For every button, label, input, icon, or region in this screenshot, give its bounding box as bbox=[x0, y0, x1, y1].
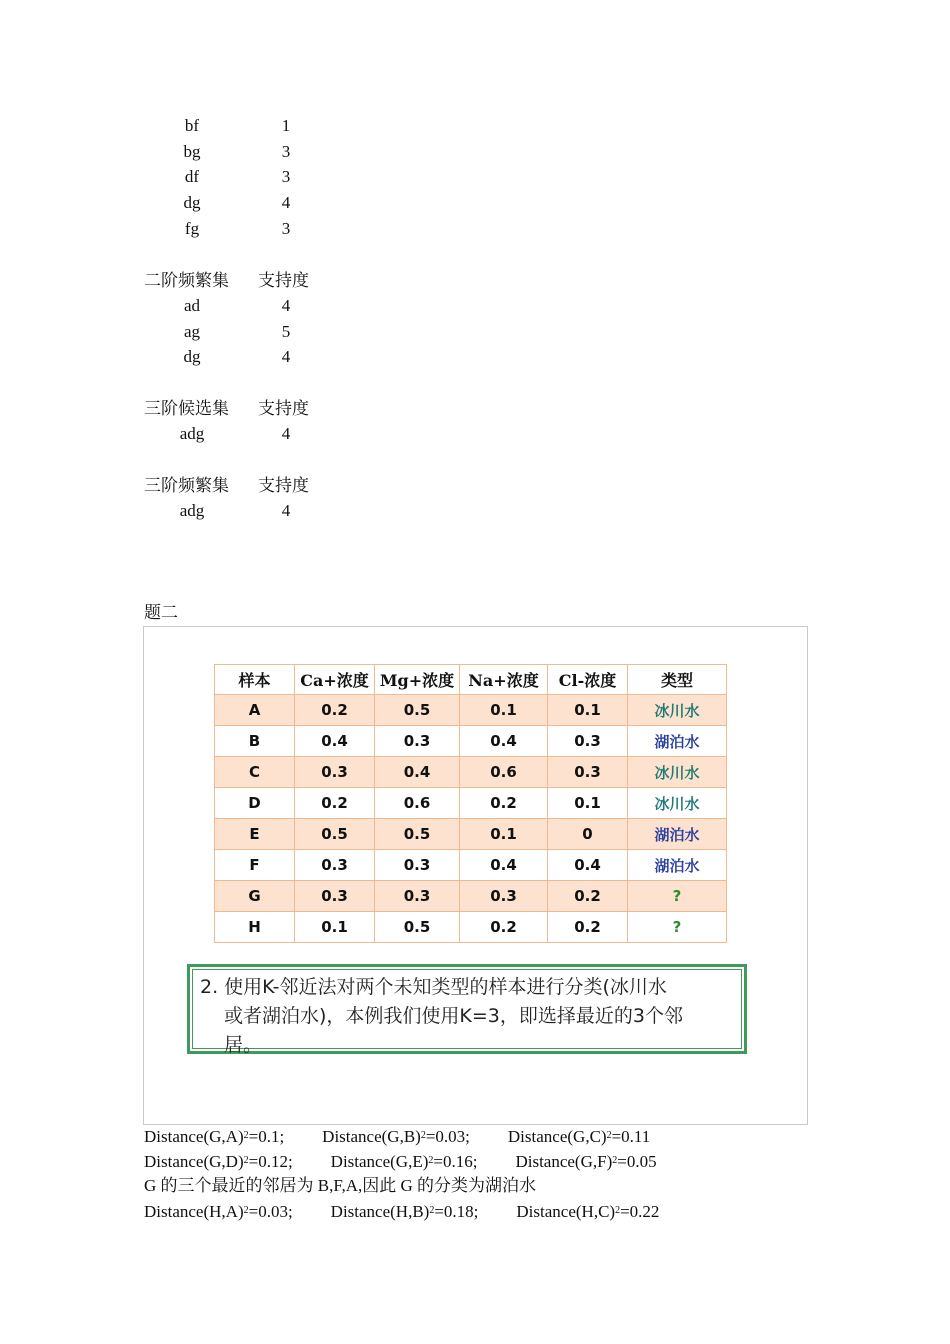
itemset-item: dg bbox=[183, 193, 201, 212]
itemset-item: dg bbox=[183, 347, 201, 366]
distance-label: Distance(H,A) bbox=[144, 1202, 244, 1221]
table-cell: 0.1 bbox=[548, 695, 628, 726]
column-header: Ca+浓度 bbox=[295, 665, 375, 695]
type-cell: 冰川水 bbox=[628, 695, 727, 726]
table-cell: H bbox=[215, 912, 295, 943]
type-cell: ? bbox=[628, 881, 727, 912]
distance-value: =0.05 bbox=[617, 1152, 657, 1171]
table-cell: D bbox=[215, 788, 295, 819]
itemset-support: 3 bbox=[281, 142, 291, 161]
distance-exponent: 2 bbox=[243, 1155, 249, 1166]
table-row bbox=[215, 850, 727, 881]
itemset-item: fg bbox=[184, 219, 200, 238]
distance-value: =0.18; bbox=[434, 1202, 479, 1221]
table-cell: 0.3 bbox=[375, 850, 460, 881]
table-cell: 0.4 bbox=[295, 726, 375, 757]
type-cell: 冰川水 bbox=[628, 757, 727, 788]
distance-label: Distance(H,B) bbox=[330, 1202, 430, 1221]
distance-label: Distance(G,E) bbox=[330, 1152, 429, 1171]
type-cell: 冰川水 bbox=[628, 788, 727, 819]
distance-value: =0.03; bbox=[425, 1127, 470, 1146]
instruction-line: 或者湖泊水)，本例我们使用K=3，即选择最近的3个邻 bbox=[224, 1005, 683, 1027]
table-cell: 0.2 bbox=[548, 912, 628, 943]
table-cell: 0.3 bbox=[375, 726, 460, 757]
distance-exponent: 2 bbox=[420, 1130, 426, 1141]
table-cell: 0.3 bbox=[460, 881, 548, 912]
distance-label: Distance(G,A) bbox=[144, 1127, 244, 1146]
table-header-row bbox=[215, 665, 727, 695]
table-cell: 0.5 bbox=[295, 819, 375, 850]
distance-value: =0.22 bbox=[620, 1202, 660, 1221]
type-cell: 湖泊水 bbox=[628, 850, 727, 881]
table-cell: 0.4 bbox=[375, 757, 460, 788]
table-row bbox=[215, 912, 727, 943]
cand3-header-support: 支持度 bbox=[258, 399, 309, 418]
table-cell: E bbox=[215, 819, 295, 850]
distance-line-g1 bbox=[144, 1124, 650, 1149]
embedded-figure bbox=[143, 626, 808, 1125]
table-cell: 0.3 bbox=[295, 850, 375, 881]
table-cell: 0.5 bbox=[375, 819, 460, 850]
table-cell: 0.5 bbox=[375, 695, 460, 726]
table-cell: C bbox=[215, 757, 295, 788]
distance-value: =0.16; bbox=[433, 1152, 478, 1171]
itemset-support: 4 bbox=[281, 347, 291, 366]
distance-value: =0.1; bbox=[248, 1127, 285, 1146]
itemset-support: 3 bbox=[281, 219, 291, 238]
distance-label: Distance(G,F) bbox=[515, 1152, 613, 1171]
distance-item bbox=[144, 1124, 284, 1149]
distance-value: =0.11 bbox=[611, 1127, 651, 1146]
table-cell: 0.1 bbox=[295, 912, 375, 943]
column-header: Cl-浓度 bbox=[548, 665, 628, 695]
table-cell: 0.3 bbox=[375, 881, 460, 912]
itemset-support: 5 bbox=[281, 322, 291, 341]
table-cell: F bbox=[215, 850, 295, 881]
itemset-item: df bbox=[184, 167, 200, 186]
table-cell: 0.4 bbox=[460, 726, 548, 757]
type-cell: 湖泊水 bbox=[628, 726, 727, 757]
distance-label: Distance(G,B) bbox=[322, 1127, 421, 1146]
distance-exponent: 2 bbox=[428, 1155, 434, 1166]
type-cell: 湖泊水 bbox=[628, 819, 727, 850]
distance-line-h1 bbox=[144, 1199, 659, 1224]
table-cell: 0.3 bbox=[548, 757, 628, 788]
distance-label: Distance(G,C) bbox=[507, 1127, 607, 1146]
distance-item bbox=[516, 1199, 659, 1224]
type-cell: ? bbox=[628, 912, 727, 943]
g-conclusion: G 的三个最近的邻居为 B,F,A,因此 G 的分类为湖泊水 bbox=[144, 1176, 537, 1195]
freq3-header-item: 三阶频繁集 bbox=[144, 476, 229, 495]
table-cell: 0.5 bbox=[375, 912, 460, 943]
distance-item bbox=[322, 1124, 470, 1149]
distance-line-g2 bbox=[144, 1149, 657, 1174]
freq2-header-support: 支持度 bbox=[258, 271, 309, 290]
column-header: 样本 bbox=[215, 665, 295, 695]
table-cell: 0.2 bbox=[295, 695, 375, 726]
table-cell: 0.6 bbox=[375, 788, 460, 819]
itemset-support: 4 bbox=[281, 193, 291, 212]
itemset-support: 4 bbox=[281, 296, 291, 315]
distance-exponent: 2 bbox=[615, 1205, 621, 1216]
distance-exponent: 2 bbox=[606, 1130, 612, 1141]
table-cell: 0.1 bbox=[548, 788, 628, 819]
table-row bbox=[215, 881, 727, 912]
freq2-header-item: 二阶频繁集 bbox=[144, 271, 229, 290]
table-cell: 0.3 bbox=[295, 757, 375, 788]
table-cell: B bbox=[215, 726, 295, 757]
knn-instruction-box bbox=[187, 964, 747, 1054]
distance-exponent: 2 bbox=[612, 1155, 618, 1166]
distance-item bbox=[144, 1199, 293, 1224]
distance-exponent: 2 bbox=[243, 1130, 249, 1141]
table-cell: 0.4 bbox=[548, 850, 628, 881]
table-cell: 0.1 bbox=[460, 695, 548, 726]
distance-item bbox=[144, 1149, 293, 1174]
distance-exponent: 2 bbox=[243, 1205, 249, 1216]
table-cell: 0.3 bbox=[548, 726, 628, 757]
table-cell: A bbox=[215, 695, 295, 726]
table-row bbox=[215, 726, 727, 757]
table-cell: 0.3 bbox=[295, 881, 375, 912]
itemset-item: bf bbox=[184, 116, 200, 135]
distance-label: Distance(H,C) bbox=[516, 1202, 616, 1221]
distance-item bbox=[515, 1149, 656, 1174]
table-row bbox=[215, 819, 727, 850]
distance-item bbox=[508, 1124, 650, 1149]
column-header: Mg+浓度 bbox=[375, 665, 460, 695]
itemset-item: bg bbox=[183, 142, 201, 161]
table-cell: 0.2 bbox=[295, 788, 375, 819]
table-cell: 0.6 bbox=[460, 757, 548, 788]
distance-item bbox=[331, 1199, 479, 1224]
table-cell: 0 bbox=[548, 819, 628, 850]
table-cell: G bbox=[215, 881, 295, 912]
distance-exponent: 2 bbox=[429, 1205, 435, 1216]
table-cell: 0.1 bbox=[460, 819, 548, 850]
section-title: 题二 bbox=[144, 603, 178, 622]
instruction-line: 2. 使用K-邻近法对两个未知类型的样本进行分类(冰川水 bbox=[200, 976, 667, 998]
table-cell: 0.4 bbox=[460, 850, 548, 881]
table-cell: 0.2 bbox=[548, 881, 628, 912]
table-row bbox=[215, 757, 727, 788]
itemset-item: ag bbox=[183, 322, 201, 341]
table-row bbox=[215, 788, 727, 819]
itemset-support: 1 bbox=[281, 116, 291, 135]
distance-item bbox=[331, 1149, 478, 1174]
cand3-header-item: 三阶候选集 bbox=[144, 399, 229, 418]
itemset-item: adg bbox=[179, 424, 205, 443]
itemset-item: ad bbox=[183, 296, 201, 315]
distance-label: Distance(G,D) bbox=[144, 1152, 244, 1171]
table-cell: 0.2 bbox=[460, 912, 548, 943]
column-header: 类型 bbox=[628, 665, 727, 695]
itemset-support: 3 bbox=[281, 167, 291, 186]
column-header: Na+浓度 bbox=[460, 665, 548, 695]
distance-value: =0.12; bbox=[248, 1152, 293, 1171]
itemset-support: 4 bbox=[281, 501, 291, 520]
distance-value: =0.03; bbox=[248, 1202, 293, 1221]
table-row bbox=[215, 695, 727, 726]
table-cell: 0.2 bbox=[460, 788, 548, 819]
freq3-header-support: 支持度 bbox=[258, 476, 309, 495]
itemset-support: 4 bbox=[281, 424, 291, 443]
instruction-line: 居。 bbox=[224, 1034, 263, 1056]
itemset-item: adg bbox=[179, 501, 205, 520]
sample-table bbox=[214, 664, 727, 943]
